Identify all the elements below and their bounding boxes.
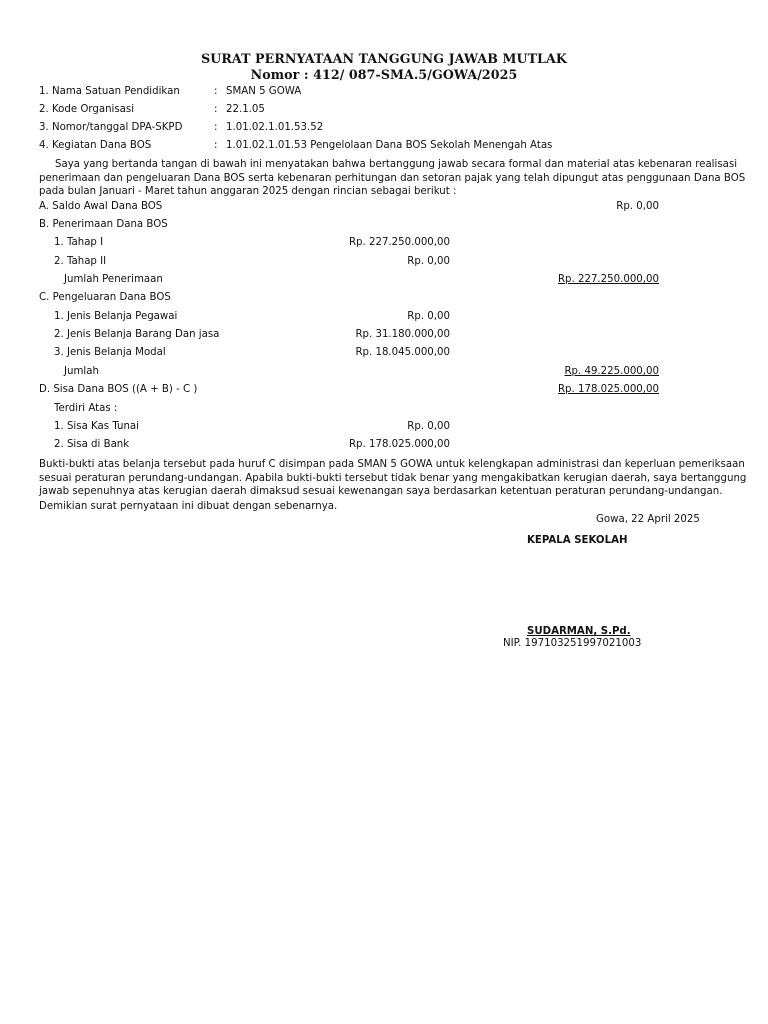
signer-name: SUDARMAN, S.Pd.	[527, 626, 631, 637]
identity-colon: :	[214, 140, 218, 151]
item-label: 2. Sisa di Bank	[54, 439, 130, 450]
identity-value: 1.01.02.1.01.53 Pengelolaan Dana BOS Sekolah Menengah Atas	[226, 140, 553, 151]
identity-colon: :	[214, 104, 218, 115]
identity-label: 1. Nama Satuan Pendidikan	[39, 86, 180, 97]
section-b-item-row	[0, 256, 768, 270]
item-amount: Rp. 18.045.000,00	[355, 347, 450, 358]
item-amount: Rp. 0,00	[407, 421, 450, 432]
document-number: Nomor : 412/ 087-SMA.5/GOWA/2025	[250, 67, 518, 82]
section-a-amount: Rp. 0,00	[616, 201, 659, 212]
intro-paragraph	[39, 158, 746, 199]
item-label: 1. Sisa Kas Tunai	[54, 421, 139, 432]
item-label: 2. Tahap II	[54, 256, 107, 267]
intro-line: penerimaan dan pengeluaran Dana BOS serta kebenaran perhitungan dan setoran pajak yang telah dipungut atas penggunaan Dana BOS	[39, 172, 746, 184]
closing-line: sesuai peraturan perundang-undangan. Apabila bukti-bukti tersebut tidak benar yang mengakibatkan kerugian daerah, saya bertanggung	[39, 472, 747, 484]
signer-position: KEPALA SEKOLAH	[527, 535, 628, 546]
section-c-row	[0, 292, 768, 306]
total-label: Jumlah Penerimaan	[64, 274, 163, 285]
identity-label: 4. Kegiatan Dana BOS	[39, 140, 152, 151]
item-label: 1. Jenis Belanja Pegawai	[54, 311, 178, 322]
identity-value: 22.1.05	[226, 104, 265, 115]
place-date: Gowa, 22 April 2025	[596, 514, 700, 525]
declaration-text: Demikian surat pernyataan ini dibuat dengan sebenarnya.	[39, 501, 338, 512]
section-d-row	[0, 384, 768, 398]
total-label: Jumlah	[64, 366, 99, 377]
section-c-total-row	[0, 366, 768, 380]
identity-value: SMAN 5 GOWA	[226, 86, 302, 97]
section-c-label: C. Pengeluaran Dana BOS	[39, 292, 171, 303]
item-amount: Rp. 0,00	[407, 311, 450, 322]
section-b-total-row	[0, 274, 768, 288]
total-amount: Rp. 49.225.000,00	[564, 366, 659, 377]
section-a-label: A. Saldo Awal Dana BOS	[39, 201, 163, 212]
identity-colon: :	[214, 122, 218, 133]
item-label: 2. Jenis Belanja Barang Dan jasa	[54, 329, 220, 340]
item-amount: Rp. 31.180.000,00	[355, 329, 450, 340]
identity-value: 1.01.02.1.01.53.52	[226, 122, 324, 133]
identity-label: 3. Nomor/tanggal DPA-SKPD	[39, 122, 183, 133]
document-title: SURAT PERNYATAAN TANGGUNG JAWAB MUTLAK	[201, 51, 567, 66]
identity-colon: :	[214, 86, 218, 97]
section-d-item-row	[0, 421, 768, 435]
intro-line: Saya yang bertanda tangan di bawah ini menyatakan bahwa bertanggung jawab secara formal dan material atas kebenaran realisasi	[55, 159, 738, 170]
total-amount: Rp. 227.250.000,00	[557, 274, 659, 285]
closing-line: jawab sepenuhnya atas kerugian daerah dimaksud sesuai kewenangan saya berdasarkan ketentuan peraturan perundang-undangan.	[39, 486, 723, 498]
closing-paragraph	[39, 458, 747, 499]
section-d-sub-label: Terdiri Atas :	[54, 403, 118, 414]
closing-line: Bukti-bukti atas belanja tersebut pada huruf C disimpan pada SMAN 5 GOWA untuk kelengkapan administrasi dan keperluan pemeriksaan	[39, 459, 745, 470]
identity-label: 2. Kode Organisasi	[39, 104, 135, 115]
section-d-amount: Rp. 178.025.000,00	[557, 384, 659, 395]
section-b-row	[0, 219, 768, 233]
item-amount: Rp. 0,00	[407, 256, 450, 267]
item-amount: Rp. 227.250.000,00	[348, 237, 450, 248]
section-c-item-row	[0, 311, 768, 325]
item-label: 1. Tahap I	[54, 237, 104, 248]
section-b-label: B. Penerimaan Dana BOS	[39, 219, 168, 230]
section-d-label: D. Sisa Dana BOS ((A + B) - C )	[39, 384, 198, 395]
item-label: 3. Jenis Belanja Modal	[54, 347, 166, 358]
intro-line: pada bulan Januari - Maret tahun anggaran 2025 dengan rincian sebagai berikut :	[39, 186, 457, 198]
item-amount: Rp. 178.025.000,00	[348, 439, 450, 450]
signer-nip: NIP. 197103251997021003	[503, 638, 642, 649]
section-c-item-row	[0, 329, 768, 343]
section-a-row	[0, 201, 768, 215]
section-d-sub-row	[0, 403, 768, 417]
section-c-item-row	[0, 347, 768, 361]
section-d-item-row	[0, 439, 768, 453]
section-b-item-row	[0, 237, 768, 251]
